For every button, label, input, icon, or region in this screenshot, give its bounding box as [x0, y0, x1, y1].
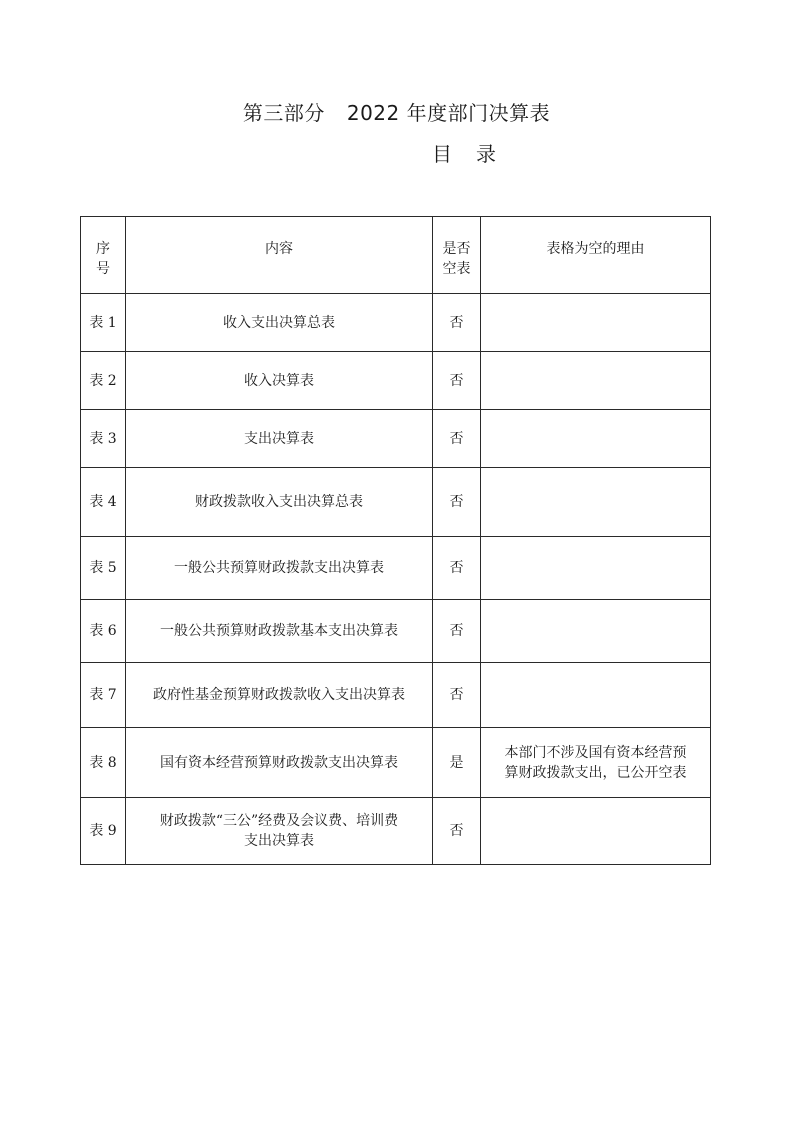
- header-is-empty: 是否 空表: [433, 217, 481, 294]
- row-seq: 表 8: [81, 728, 126, 798]
- row-is-empty: 否: [433, 798, 481, 865]
- row-content: 一般公共预算财政拨款基本支出决算表: [126, 600, 433, 663]
- table-row: [81, 294, 711, 352]
- row-seq: 表 9: [81, 798, 126, 865]
- header-content: 内容: [126, 217, 433, 294]
- table-row: [81, 468, 711, 537]
- row-reason: [481, 798, 711, 865]
- subtitle-char-1: 目: [432, 142, 452, 166]
- row-content: 支出决算表: [126, 410, 433, 468]
- table-row: [81, 410, 711, 468]
- row-reason: 本部门不涉及国有资本经营预 算财政拨款支出，已公开空表: [481, 728, 711, 798]
- row-seq: 表 5: [81, 537, 126, 600]
- table-row: [81, 600, 711, 663]
- row-content: 财政拨款收入支出决算总表: [126, 468, 433, 537]
- row-content: 国有资本经营预算财政拨款支出决算表: [126, 728, 433, 798]
- row-content: 一般公共预算财政拨款支出决算表: [126, 537, 433, 600]
- row-seq: 表 4: [81, 468, 126, 537]
- table-row: [81, 352, 711, 410]
- row-is-empty: 否: [433, 468, 481, 537]
- row-reason: [481, 468, 711, 537]
- title-text: 2022 年度部门决算表: [346, 101, 551, 125]
- row-content: 政府性基金预算财政拨款收入支出决算表: [126, 663, 433, 728]
- row-seq: 表 1: [81, 294, 126, 352]
- row-is-empty: 否: [433, 600, 481, 663]
- contents-table: [80, 216, 711, 865]
- row-is-empty: 否: [433, 352, 481, 410]
- row-reason: [481, 352, 711, 410]
- page-subtitle: [432, 140, 512, 168]
- row-seq: 表 2: [81, 352, 126, 410]
- row-is-empty: 否: [433, 537, 481, 600]
- table-row: [81, 798, 711, 865]
- table-row: [81, 663, 711, 728]
- row-reason: [481, 294, 711, 352]
- row-seq: 表 7: [81, 663, 126, 728]
- row-is-empty: 否: [433, 294, 481, 352]
- row-reason: [481, 537, 711, 600]
- table-row: [81, 537, 711, 600]
- table-row: [81, 728, 711, 798]
- row-seq: 表 6: [81, 600, 126, 663]
- row-reason: [481, 600, 711, 663]
- row-is-empty: 否: [433, 663, 481, 728]
- title-part: 第三部分: [242, 101, 325, 125]
- header-reason: 表格为空的理由: [481, 217, 711, 294]
- row-is-empty: 否: [433, 410, 481, 468]
- row-is-empty: 是: [433, 728, 481, 798]
- row-reason: [481, 663, 711, 728]
- page-title: [0, 99, 793, 127]
- row-reason: [481, 410, 711, 468]
- subtitle-char-2: 录: [476, 142, 496, 166]
- row-content: 财政拨款“三公”经费及会议费、培训费 支出决算表: [126, 798, 433, 865]
- row-content: 收入决算表: [126, 352, 433, 410]
- row-content: 收入支出决算总表: [126, 294, 433, 352]
- table-header-row: [81, 217, 711, 294]
- row-seq: 表 3: [81, 410, 126, 468]
- header-seq: 序 号: [81, 217, 126, 294]
